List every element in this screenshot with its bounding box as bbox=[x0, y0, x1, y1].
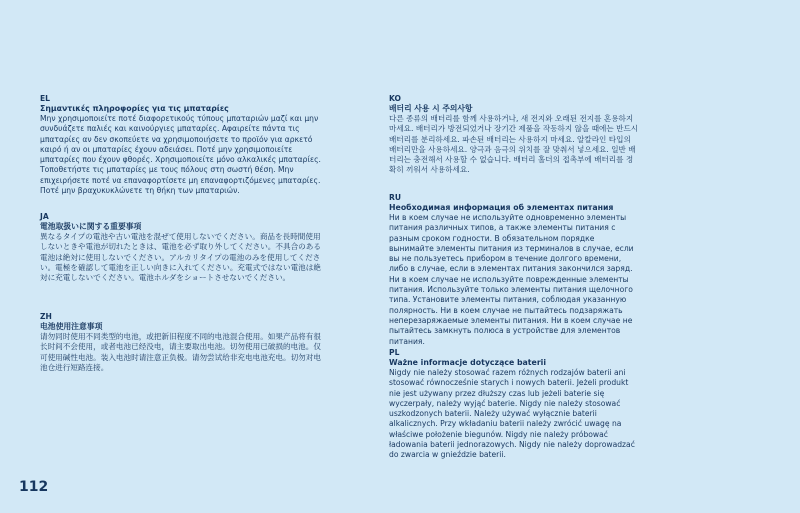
section-title: Σημαντικές πληροφορίες για τις μπαταρίες bbox=[40, 104, 229, 113]
section-title: Необходимая информация об элементах питания bbox=[389, 203, 614, 212]
language-code: ZH bbox=[40, 312, 52, 321]
section-ko bbox=[389, 94, 639, 176]
page-number: 112 bbox=[19, 479, 49, 495]
section-body: 请勿同时使用不同类型的电池，或把新旧程度不同的电池混合使用。如果产品将有很长时间不会使用，或者电池已经没电，请主要取出电池。切勿使用已破损的电池。仅可使用碱性电池。装入电池时请注意正负极。请勿尝试给非充电电池充电。切勿对电池仓进行短路连接。 bbox=[40, 332, 321, 372]
language-code: KO bbox=[389, 94, 401, 103]
section-body: Ни в коем случае не используйте одновременно элементы питания различных типов, а также элементы питания с разным сроком годности. В обязательном порядке вынимайте элементы питания из терминалов в случае, если вы не пользуетесь прибором в течение долгого времени, либо в случае, если в элементах питания закончился заряд. Ни в коем случае не используйте поврежденные элементы питания. Используйте только элементы питания щелочного типа. Установите элементы питания, соблюдая указанную полярность. Ни в коем случае не пытайтесь подзаряжать неперезаряжаемые элементы питания. Ни в коем случае не пытайтесь замкнуть полюса в устройстве для элементов питания. bbox=[389, 213, 634, 346]
language-code: JA bbox=[40, 212, 49, 221]
section-pl bbox=[389, 348, 639, 461]
section-title: 電池取扱いに関する重要事項 bbox=[40, 222, 142, 231]
section-body: Nigdy nie należy stosować razem różnych rodzajów baterii ani stosować równocześnie starych i nowych baterii. Jeżeli produkt nie jest używany przez dłuższy czas lub jeżeli baterie się wyczerpały, należy wyjąć baterie. Nigdy nie należy stosować uszkodzonych baterii. Należy używać wyłącznie baterii alkalicznych. Przy wkładaniu baterii należy zwrócić uwagę na właściwe położenie biegunów. Nigdy nie należy próbować ładowania baterii jednorazowych. Nigdy nie należy doprowadzać do zwarcia w gnieździe baterii. bbox=[389, 368, 635, 460]
section-body: 다른 종류의 배터리를 함께 사용하거나, 새 전지와 오래된 전지를 혼용하지 마세요. 배터리가 방전되었거나 장기간 제품을 작동하지 않을 때에는 반드시 배터리를 분리하세요. 파손된 배터리는 사용하지 마세요. 알칼라인 타입의 배터리만을 사용하세요. 양극과 음극의 위치를 잘 맞춰서 넣으세요. 일반 배터리는 충전해서 사용할 수 없습니다. 배터리 홀더의 접촉부에 배터리를 정확히 끼워서 사용하세요. bbox=[389, 114, 639, 175]
section-zh bbox=[40, 312, 325, 373]
section-title: 电池使用注意事项 bbox=[40, 322, 103, 331]
language-code: RU bbox=[389, 193, 402, 202]
section-ru bbox=[389, 193, 639, 347]
section-el bbox=[40, 94, 325, 196]
language-code: EL bbox=[40, 94, 51, 103]
language-code: PL bbox=[389, 348, 400, 357]
section-title: Ważne informacje dotyczące baterii bbox=[389, 358, 547, 367]
section-title: 배터리 사용 시 주의사항 bbox=[389, 104, 473, 113]
section-body: 異なるタイプの電池や古い電池を混ぜて使用しないでください。商品を長時間使用しないときや電池が切れたときは、電池を必ず取り外してください。不具合のある電池は絶対に使用しないでください。アルカリタイプの電池のみを使用してください。電極を確認して電池を正しい向きに入れてください。充電式ではない電池は絶対に充電しないでください。電池ホルダをショートさせないでください。 bbox=[40, 232, 321, 283]
section-body: Μην χρησιμοποιείτε ποτέ διαφορετικούς τύπους μπαταριών μαζί και μην συνδυάζετε παλιές και καινούργιες μπαταρίες. Αφαιρείτε πάντα τις μπαταρίες αν δεν σκοπεύετε να χρησιμοποιήσετε το προϊόν για αρκετό καιρό ή αν οι μπαταρίες έχουν αδειάσει. Ποτέ μην χρησιμοποιείτε μπαταρίες που έχουν φθορές. Χρησιμοποιείτε μόνο αλκαλικές μπαταρίες. Τοποθετήστε τις μπαταρίες με τους πόλους στη σωστή θέση. Μην επιχειρήσετε ποτέ να επαναφορτίσετε μη επαναφορτιζόμενες μπαταρίες. Ποτέ μην βραχυκυκλώνετε τη θήκη των μπαταριών. bbox=[40, 114, 321, 196]
section-ja bbox=[40, 212, 325, 283]
